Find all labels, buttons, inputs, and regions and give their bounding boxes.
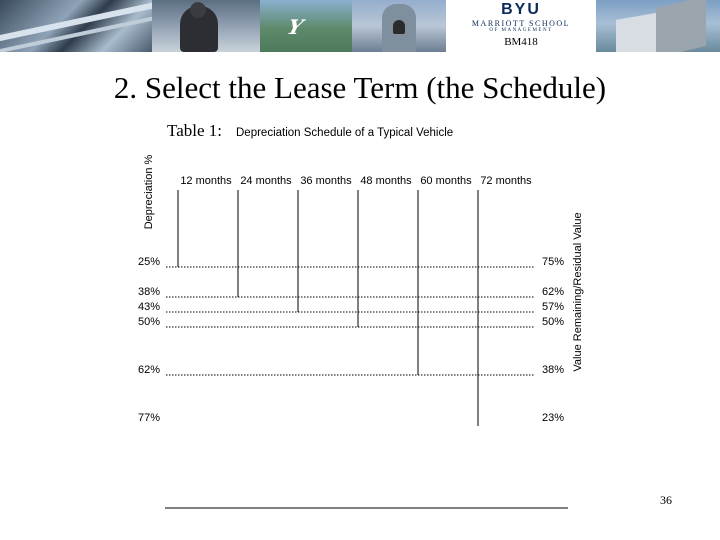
column-header-4: 48 months bbox=[360, 175, 412, 187]
slide-title: 2. Select the Lease Term (the Schedule) bbox=[113, 70, 607, 105]
residual-label-2: 62% bbox=[542, 286, 565, 298]
right-axis-label: Value Remaining/Residual Value bbox=[572, 212, 584, 372]
logo-management-text: OF MANAGEMENT bbox=[489, 28, 553, 33]
left-axis-label: Depreciation % bbox=[143, 154, 155, 230]
depreciation-label-3: 43% bbox=[138, 301, 161, 313]
residual-label-4: 50% bbox=[542, 316, 565, 328]
table-label: Table 1: bbox=[167, 121, 222, 140]
column-header-1: 12 months bbox=[180, 175, 232, 187]
depreciation-label-6: 77% bbox=[138, 412, 161, 424]
column-header-5: 60 months bbox=[420, 175, 472, 187]
chart-title: Depreciation Schedule of a Typical Vehicle bbox=[236, 127, 454, 139]
column-header-6: 72 months bbox=[480, 175, 532, 187]
banner-photo-mountain: Y bbox=[260, 0, 352, 52]
course-code: BM418 bbox=[504, 36, 538, 48]
residual-label-3: 57% bbox=[542, 301, 565, 313]
column-header-2: 24 months bbox=[240, 175, 292, 187]
logo-marriott-text: MARRIOTT SCHOOL bbox=[471, 19, 571, 28]
logo-byu-text: BYU bbox=[501, 1, 541, 18]
residual-label-1: 75% bbox=[542, 256, 565, 268]
page-number: 36 bbox=[660, 493, 672, 507]
depreciation-label-2: 38% bbox=[138, 286, 161, 298]
residual-label-6: 23% bbox=[542, 412, 565, 424]
depreciation-label-4: 50% bbox=[138, 316, 161, 328]
column-header-3: 36 months bbox=[300, 175, 352, 187]
residual-label-5: 38% bbox=[542, 364, 565, 376]
depreciation-label-1: 25% bbox=[138, 256, 161, 268]
depreciation-label-5: 62% bbox=[138, 364, 161, 376]
